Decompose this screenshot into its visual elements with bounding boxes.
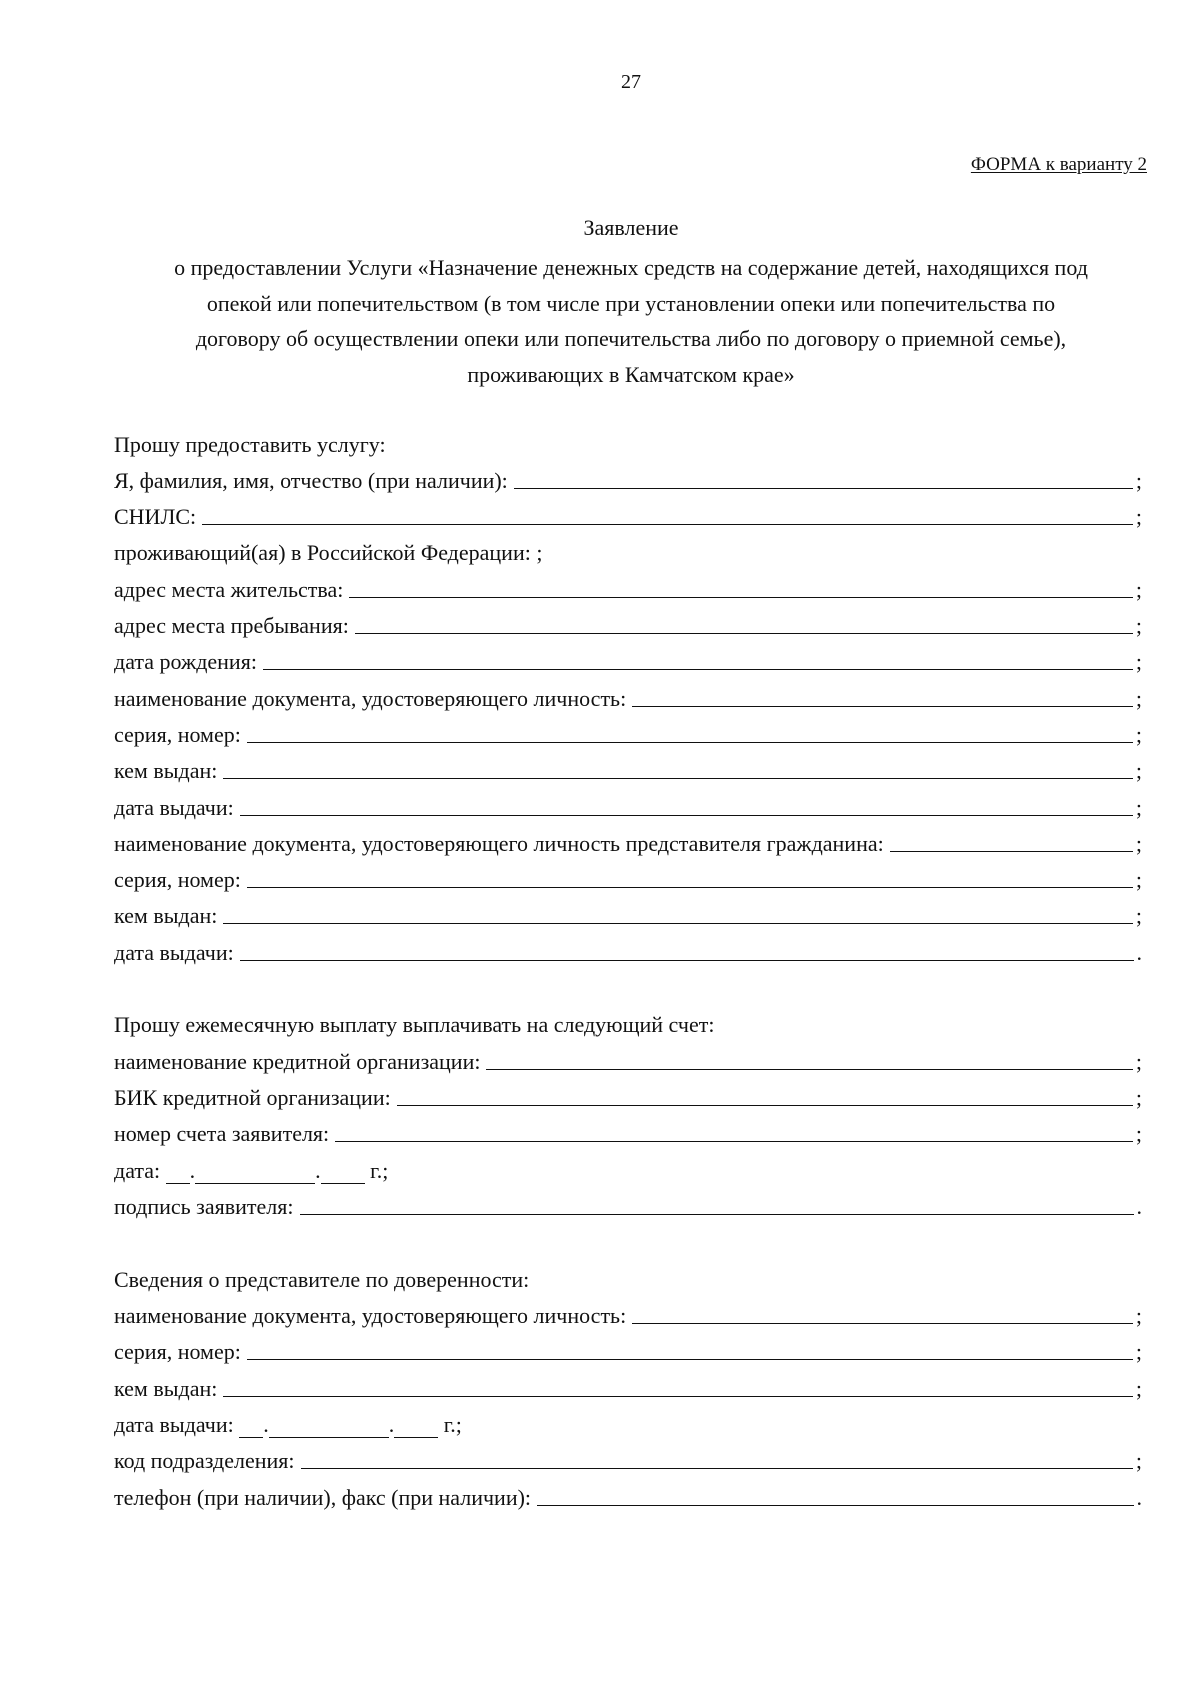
field-label: проживающий(ая) в Российской Федерации: ; (114, 540, 543, 565)
field-proxy-series-number[interactable]: серия, номер: ; (114, 1339, 1142, 1364)
fill-blank[interactable] (349, 597, 1132, 598)
field-label: серия, номер: (114, 722, 241, 747)
fill-blank[interactable] (301, 1468, 1133, 1469)
field-label: дата выдачи: (114, 1412, 234, 1437)
field-label: дата выдачи: (114, 795, 234, 820)
fill-blank[interactable] (223, 923, 1133, 924)
field-label: дата рождения: (114, 649, 257, 674)
section1-heading: Прошу предоставить услугу: (114, 432, 386, 457)
month-blank[interactable] (269, 1419, 389, 1438)
fill-blank[interactable] (247, 887, 1133, 888)
field-label: наименование кредитной организации: (114, 1049, 481, 1074)
fill-blank[interactable] (240, 960, 1134, 961)
subtitle-line: опекой или попечительством (в том числе при установлении опеки или попечительства по (206, 290, 1056, 316)
year-suffix: г.; (443, 1412, 462, 1437)
fill-blank[interactable] (632, 1323, 1133, 1324)
field-account-number[interactable]: номер счета заявителя: ; (114, 1121, 1142, 1146)
document-subtitle (110, 250, 1152, 392)
field-representative-issue-date[interactable]: дата выдачи: . (114, 940, 1142, 965)
field-label: адрес места пребывания: (114, 613, 349, 638)
year-blank[interactable] (321, 1165, 365, 1184)
field-id-document[interactable]: наименование документа, удостоверяющего личность: ; (114, 686, 1142, 711)
field-label: подпись заявителя: (114, 1194, 294, 1219)
year-suffix: г.; (370, 1158, 389, 1183)
fill-blank[interactable] (335, 1141, 1133, 1142)
field-label: СНИЛС: (114, 504, 197, 529)
month-blank[interactable] (195, 1165, 315, 1184)
field-representative-issued-by[interactable]: кем выдан: ; (114, 903, 1142, 928)
field-representative-series-number[interactable]: серия, номер: ; (114, 867, 1142, 892)
field-residence-address[interactable]: адрес места жительства: ; (114, 577, 1142, 602)
field-label: телефон (при наличии), факс (при наличии): (114, 1485, 532, 1510)
field-proxy-issued-by[interactable]: кем выдан: ; (114, 1376, 1142, 1401)
page-number: 27 (621, 71, 641, 93)
field-issued-by[interactable]: кем выдан: ; (114, 758, 1142, 783)
field-label: адрес места жительства: (114, 577, 344, 602)
subtitle-line: проживающих в Камчатском крае» (467, 361, 795, 387)
fill-blank[interactable] (202, 524, 1133, 525)
document-title: Заявление (583, 215, 679, 240)
field-stay-address[interactable]: адрес места пребывания: ; (114, 613, 1142, 638)
field-proxy-id-document[interactable]: наименование документа, удостоверяющего личность: ; (114, 1303, 1142, 1328)
field-representative-id-document[interactable]: наименование документа, удостоверяющего личность представителя гражданина: ; (114, 831, 1142, 856)
fill-blank[interactable] (300, 1214, 1134, 1215)
field-full-name[interactable]: Я, фамилия, имя, отчество (при наличии): ; (114, 468, 1142, 493)
fill-blank[interactable] (890, 851, 1133, 852)
field-label: дата выдачи: (114, 940, 234, 965)
fill-blank[interactable] (223, 778, 1133, 779)
field-series-number[interactable]: серия, номер: ; (114, 722, 1142, 747)
field-birth-date[interactable]: дата рождения: ; (114, 649, 1142, 674)
field-phone-fax[interactable]: телефон (при наличии), факс (при наличии): . (114, 1485, 1142, 1510)
field-label: код подразделения: (114, 1448, 295, 1473)
form-variant-label: ФОРМА к варианту 2 (970, 154, 1147, 175)
field-label: наименование документа, удостоверяющего личность представителя гражданина: (114, 831, 884, 856)
fill-blank[interactable] (247, 1359, 1133, 1360)
field-label: наименование документа, удостоверяющего личность: (114, 1303, 627, 1328)
fill-blank[interactable] (537, 1505, 1133, 1506)
field-applicant-signature[interactable]: подпись заявителя: . (114, 1194, 1142, 1219)
field-bank-bik[interactable]: БИК кредитной организации: ; (114, 1085, 1142, 1110)
section2-heading: Прошу ежемесячную выплату выплачивать на следующий счет: (114, 1012, 715, 1037)
fill-blank[interactable] (247, 742, 1133, 743)
field-snils[interactable]: СНИЛС: ; (114, 504, 1142, 529)
field-division-code[interactable]: код подразделения: ; (114, 1448, 1142, 1473)
field-proxy-issue-date[interactable]: дата выдачи: . . г.; (114, 1412, 462, 1437)
fill-blank[interactable] (263, 669, 1133, 670)
fill-blank[interactable] (514, 488, 1133, 489)
field-label: кем выдан: (114, 1376, 218, 1401)
field-label: кем выдан: (114, 903, 218, 928)
field-bank-name[interactable]: наименование кредитной организации: ; (114, 1049, 1142, 1074)
field-label: Я, фамилия, имя, отчество (при наличии): (114, 468, 508, 493)
fill-blank[interactable] (240, 815, 1133, 816)
fill-blank[interactable] (223, 1396, 1133, 1397)
field-label: дата: (114, 1158, 161, 1183)
field-label: кем выдан: (114, 758, 218, 783)
day-blank[interactable] (239, 1419, 263, 1438)
field-label: серия, номер: (114, 867, 241, 892)
fill-blank[interactable] (397, 1105, 1133, 1106)
fill-blank[interactable] (486, 1069, 1132, 1070)
subtitle-line: договору об осуществлении опеки или попечительства либо по договору о приемной семье), (195, 326, 1067, 351)
field-label: серия, номер: (114, 1339, 241, 1364)
subtitle-line: о предоставлении Услуги «Назначение денежных средств на содержание детей, находящихся под (174, 255, 1088, 280)
year-blank[interactable] (394, 1419, 438, 1438)
day-blank[interactable] (166, 1165, 190, 1184)
field-application-date[interactable]: дата: . . г.; (114, 1158, 389, 1183)
field-issue-date[interactable]: дата выдачи: ; (114, 795, 1142, 820)
section3-heading: Сведения о представителе по доверенности: (114, 1267, 530, 1292)
field-label: наименование документа, удостоверяющего личность: (114, 686, 627, 711)
field-label: номер счета заявителя: (114, 1121, 330, 1146)
field-residing-rf (114, 540, 1142, 566)
field-label: БИК кредитной организации: (114, 1085, 391, 1110)
fill-blank[interactable] (355, 633, 1133, 634)
fill-blank[interactable] (632, 706, 1133, 707)
